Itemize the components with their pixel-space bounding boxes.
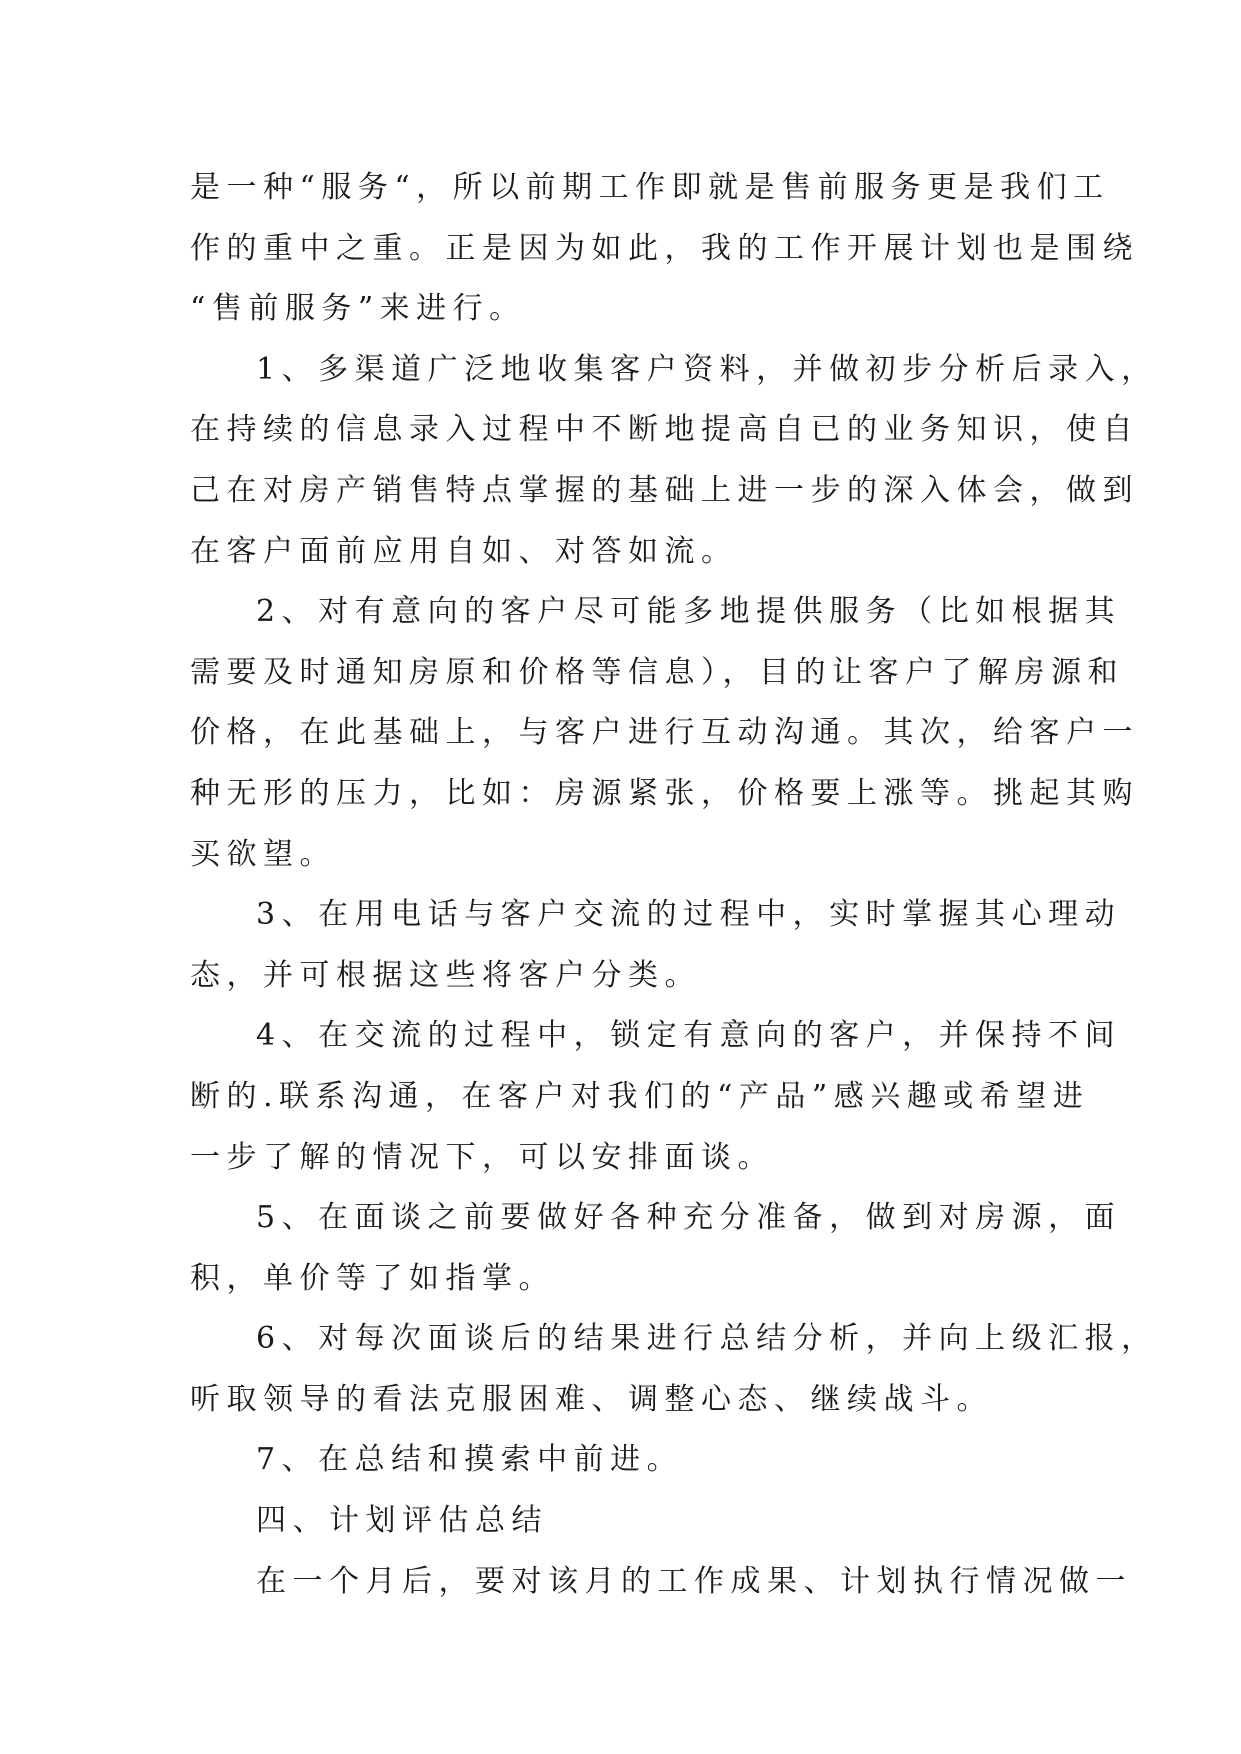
text-line: 态，并可根据这些将客户分类。 (190, 957, 701, 993)
text-line: 作的重中之重。正是因为如此，我的工作开展计划也是围绕 (190, 230, 1139, 266)
text-line: 2、对有意向的客户尽可能多地提供服务（比如根据其 (256, 594, 1122, 630)
text-line: 5、在面谈之前要做好各种充分准备，做到对房源，面 (256, 1200, 1122, 1236)
text-line: 种无形的压力，比如：房源紧张，价格要上涨等。挑起其购 (190, 775, 1139, 811)
text-line: 4、在交流的过程中，锁定有意向的客户，并保持不间 (256, 1018, 1122, 1054)
text-line: 在客户面前应用自如、对答如流。 (190, 533, 738, 569)
text-line: 6、对每次面谈后的结果进行总结分析，并向上级汇报， (256, 1321, 1158, 1357)
text-line: 价格，在此基础上，与客户进行互动沟通。其次，给客户一 (190, 715, 1139, 751)
text-line: “售前服务”来进行。 (190, 291, 526, 327)
body-text (190, 158, 1158, 1612)
section-heading: 四、计划评估总结 (256, 1503, 548, 1539)
text-line: 听取领导的看法克服困难、调整心态、继续战斗。 (190, 1381, 993, 1417)
text-line: 7、在总结和摸索中前进。 (256, 1442, 684, 1478)
text-line: 买欲望。 (190, 836, 336, 872)
text-line: 在持续的信息录入过程中不断地提高自已的业务知识，使自 (190, 412, 1139, 448)
text-line: 在一个月后，要对该月的工作成果、计划执行情况做一 (256, 1563, 1132, 1599)
text-line: 1、多渠道广泛地收集客户资料，并做初步分析后录入， (256, 351, 1158, 387)
text-line: 己在对房产销售特点掌握的基础上进一步的深入体会，做到 (190, 472, 1139, 508)
text-line: 断的.联系沟通，在客户对我们的“产品”感兴趣或希望进 (190, 1078, 1090, 1114)
text-line: 需要及时通知房原和价格等信息），目的让客户了解房源和 (190, 654, 1124, 690)
text-line: 积，单价等了如指掌。 (190, 1260, 555, 1296)
text-line: 是一种“服务“，所以前期工作即就是售前服务更是我们工 (190, 170, 1110, 205)
text-line: 3、在用电话与客户交流的过程中，实时掌握其心理动 (256, 897, 1122, 933)
text-line: 一步了解的情况下，可以安排面谈。 (190, 1139, 774, 1175)
